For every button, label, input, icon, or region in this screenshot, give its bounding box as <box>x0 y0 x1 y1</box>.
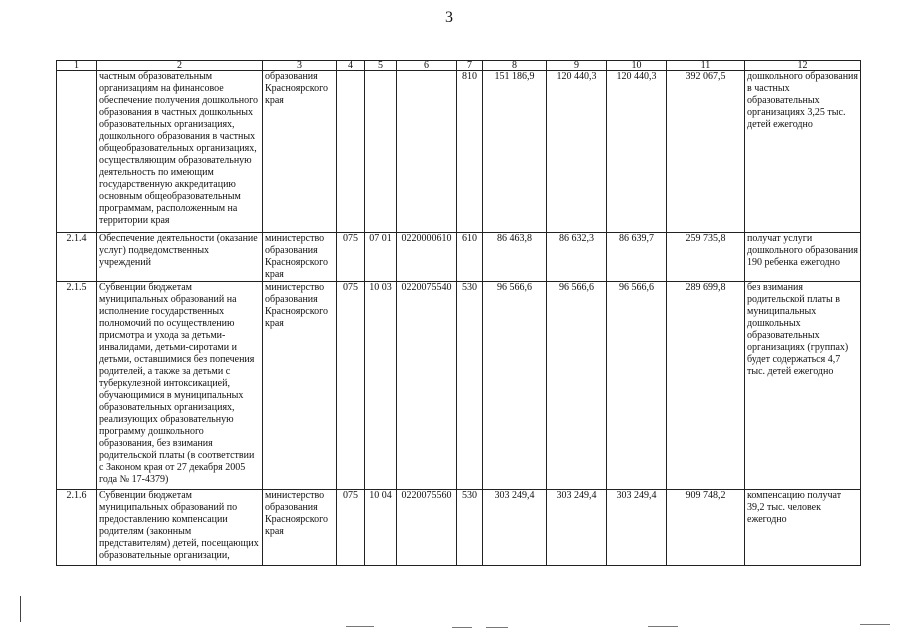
item-name: частным образовательным организациям на финансовое обеспечение получения дошкольного образования в частных дошкольных образовательных организациях, дошкольного образования в частных общеобразовательных организациях, осуществляющим образовательную деятельность по имеющим государственную аккредитацию основным общеобразовательным программам, расположенным на территории края <box>97 71 263 233</box>
year1-amount: 303 249,4 <box>483 490 547 566</box>
executor: министерство образования Красноярского края <box>263 490 337 566</box>
scan-artifact-mark <box>486 627 508 628</box>
expected-result: дошкольного образования в частных образовательных организациях 3,25 тыс. детей ежегодно <box>745 71 861 233</box>
column-header: 10 <box>607 61 667 71</box>
column-header: 3 <box>263 61 337 71</box>
vr-code: 530 <box>457 490 483 566</box>
csr-code: 0220075540 <box>397 282 457 490</box>
item-name: Субвенции бюджетам муниципальных образований на исполнение государственных полномочий по осуществлению присмотра и ухода за детьми-инвалидами, детьми-сиротами и детьми, оставшимися без попечения родителей, а также за детьми с туберкулезной интоксикацией, обучающимися в муниципальных образовательных организациях, реализующих образовательную программу дошкольного образования, без взимания родительской платы (в соответствии с Законом края от 27 декабря 2005 года № 17-4379) <box>97 282 263 490</box>
year2-amount: 120 440,3 <box>547 71 607 233</box>
item-number: 2.1.6 <box>57 490 97 566</box>
executor: министерство образования Красноярского края <box>263 282 337 490</box>
rzpr-code: 10 03 <box>365 282 397 490</box>
column-header: 8 <box>483 61 547 71</box>
column-header: 4 <box>337 61 365 71</box>
vr-code: 810 <box>457 71 483 233</box>
vr-code: 610 <box>457 233 483 282</box>
scan-artifact-mark <box>648 626 678 627</box>
vr-code: 530 <box>457 282 483 490</box>
table-row <box>57 490 861 566</box>
grbs-code: 075 <box>337 282 365 490</box>
csr-code <box>397 71 457 233</box>
total-amount: 259 735,8 <box>667 233 745 282</box>
table-row <box>57 233 861 282</box>
rzpr-code <box>365 71 397 233</box>
total-amount: 909 748,2 <box>667 490 745 566</box>
header-row <box>57 61 861 71</box>
total-amount: 289 699,8 <box>667 282 745 490</box>
executor: образования Красноярского края <box>263 71 337 233</box>
year2-amount: 96 566,6 <box>547 282 607 490</box>
grbs-code: 075 <box>337 233 365 282</box>
year1-amount: 86 463,8 <box>483 233 547 282</box>
year1-amount: 151 186,9 <box>483 71 547 233</box>
expected-result: получат услуги дошкольного образования 190 ребенка ежегодно <box>745 233 861 282</box>
table-row <box>57 71 861 233</box>
grbs-code: 075 <box>337 490 365 566</box>
year3-amount: 96 566,6 <box>607 282 667 490</box>
total-amount: 392 067,5 <box>667 71 745 233</box>
budget-table <box>56 60 861 566</box>
year3-amount: 120 440,3 <box>607 71 667 233</box>
column-header: 5 <box>365 61 397 71</box>
column-header: 11 <box>667 61 745 71</box>
item-number <box>57 71 97 233</box>
item-name: Субвенции бюджетам муниципальных образований по предоставлению компенсации родителям (законным представителям) детей, посещающих образовательные организации, <box>97 490 263 566</box>
scan-artifact-mark <box>452 627 472 628</box>
executor: министерство образования Красноярского края <box>263 233 337 282</box>
year3-amount: 86 639,7 <box>607 233 667 282</box>
page-number: 3 <box>445 9 453 26</box>
rzpr-code: 10 04 <box>365 490 397 566</box>
year1-amount: 96 566,6 <box>483 282 547 490</box>
item-number: 2.1.5 <box>57 282 97 490</box>
rzpr-code: 07 01 <box>365 233 397 282</box>
csr-code: 0220000610 <box>397 233 457 282</box>
column-header: 1 <box>57 61 97 71</box>
year2-amount: 86 632,3 <box>547 233 607 282</box>
csr-code: 0220075560 <box>397 490 457 566</box>
scan-artifact-mark <box>346 626 374 627</box>
scan-edge-line <box>20 596 21 622</box>
scan-artifact-mark <box>860 624 890 625</box>
column-header: 12 <box>745 61 861 71</box>
year2-amount: 303 249,4 <box>547 490 607 566</box>
column-header: 7 <box>457 61 483 71</box>
table-row <box>57 282 861 490</box>
year3-amount: 303 249,4 <box>607 490 667 566</box>
column-header: 2 <box>97 61 263 71</box>
item-name: Обеспечение деятельности (оказание услуг) подведомственных учреждений <box>97 233 263 282</box>
column-header: 6 <box>397 61 457 71</box>
expected-result: компенсацию получат 39,2 тыс. человек ежегодно <box>745 490 861 566</box>
expected-result: без взимания родительской платы в муниципальных дошкольных образовательных организациях (группах) будет содержаться 4,7 тыс. детей ежегодно <box>745 282 861 490</box>
grbs-code <box>337 71 365 233</box>
item-number: 2.1.4 <box>57 233 97 282</box>
column-header: 9 <box>547 61 607 71</box>
